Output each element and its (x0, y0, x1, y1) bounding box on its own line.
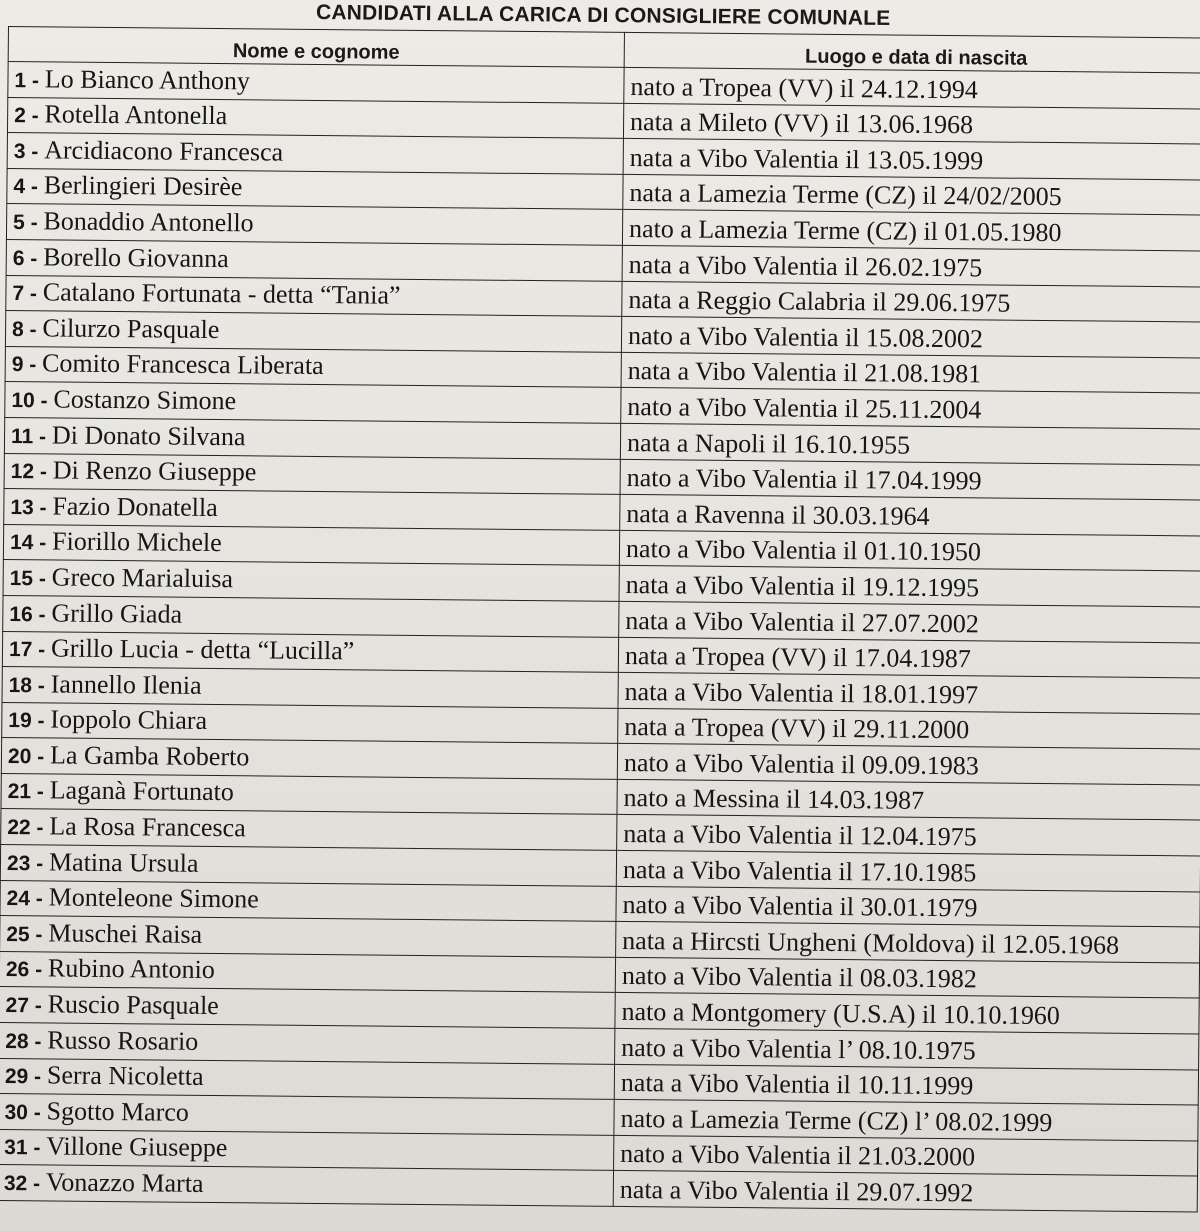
candidate-number: 13 (10, 495, 34, 519)
candidate-name: Russo Rosario (47, 1025, 199, 1056)
candidate-birth-info: nato a Vibo Valentia l’ 08.10.1975 (615, 1028, 1199, 1069)
candidate-birth-info: nato a Vibo Valentia il 21.03.2000 (614, 1135, 1198, 1176)
number-separator: - (31, 673, 51, 698)
column-header-birth: Luogo e data di nascita (624, 32, 1200, 73)
candidate-name-cell (6, 239, 622, 281)
candidate-name: La Rosa Francesca (49, 811, 246, 843)
candidate-name-cell (5, 346, 621, 388)
candidate-number: 24 (6, 887, 31, 911)
candidate-birth-info: nata a Tropea (VV) il 17.04.1987 (618, 637, 1200, 678)
candidate-name: Lo Bianco Anthony (44, 63, 251, 95)
candidate-name: Grillo Lucia - detta “Lucilla” (50, 633, 355, 666)
candidate-number: 27 (5, 994, 30, 1018)
candidate-name-cell (1, 738, 617, 780)
number-separator: - (34, 389, 54, 413)
candidate-name-cell (6, 275, 622, 317)
candidate-number: 25 (6, 922, 30, 947)
candidate-birth-info: nato a Tropea (VV) il 24.12.1994 (624, 67, 1200, 108)
candidate-name-cell (3, 524, 619, 566)
candidate-name-cell (0, 951, 616, 993)
candidate-birth-info: nata a Vibo Valentia il 10.11.1999 (614, 1064, 1198, 1105)
candidate-number: 18 (8, 673, 33, 697)
candidate-name: Ioppolo Chiara (50, 704, 208, 736)
number-separator: - (33, 424, 53, 448)
number-separator: - (33, 460, 53, 484)
candidate-name: Bonaddio Antonello (43, 206, 254, 238)
candidate-birth-info: nata a Vibo Valentia il 26.02.1975 (622, 245, 1200, 286)
candidate-number: 10 (11, 388, 35, 413)
number-separator: - (27, 1136, 47, 1160)
candidate-number: 15 (9, 566, 34, 591)
candidate-birth-info: nata a Reggio Calabria il 29.06.1975 (622, 281, 1200, 322)
candidate-name: Rubino Antonio (47, 953, 215, 985)
candidate-number: 3 (13, 139, 26, 163)
candidate-name: Borello Giovanna (43, 241, 229, 273)
candidate-name: Ruscio Pasquale (47, 989, 219, 1021)
candidate-birth-info: nata a Napoli il 16.10.1955 (620, 423, 1200, 464)
candidate-name: Villone Giuseppe (46, 1131, 228, 1163)
candidate-number: 20 (7, 744, 32, 769)
candidate-name-cell (1, 773, 617, 815)
candidate-birth-info: nato a Montgomery (U.S.A) il 10.10.1960 (615, 993, 1199, 1034)
number-separator: - (32, 602, 52, 626)
candidate-name-cell (0, 987, 615, 1029)
number-separator: - (25, 175, 44, 199)
candidate-name: Di Renzo Giuseppe (52, 455, 257, 487)
candidate-name: Grillo Giada (51, 597, 183, 629)
number-separator: - (28, 1065, 48, 1089)
number-separator: - (29, 923, 49, 947)
candidate-birth-info: nato a Vibo Valentia il 30.01.1979 (616, 886, 1200, 927)
candidate-name: Vonazzo Marta (45, 1167, 204, 1198)
candidate-name: Catalano Fortunata - detta “Tania” (42, 277, 401, 310)
number-separator: - (33, 531, 53, 555)
candidate-birth-info: nata a Ravenna il 30.03.1964 (620, 495, 1200, 536)
candidate-name-cell (0, 1022, 615, 1064)
candidate-number: 5 (13, 211, 25, 235)
candidate-name: Cilurzo Pasquale (42, 313, 220, 344)
candidate-name: Muschei Raisa (48, 918, 203, 949)
candidate-birth-info: nata a Vibo Valentia il 18.01.1997 (618, 672, 1200, 713)
candidate-name-cell (3, 595, 619, 637)
candidate-number: 28 (5, 1029, 29, 1053)
candidate-number: 21 (7, 780, 32, 804)
candidate-name-cell (8, 62, 624, 104)
candidate-number: 1 (14, 68, 27, 92)
candidate-name: Matina Ursula (48, 847, 199, 878)
candidate-number: 14 (9, 531, 34, 555)
candidate-number: 9 (11, 353, 24, 377)
candidate-number: 23 (6, 851, 31, 875)
candidate-birth-info: nato a Vibo Valentia il 17.04.1999 (620, 459, 1200, 500)
number-separator: - (26, 68, 45, 92)
candidate-name-cell (3, 560, 619, 602)
candidate-name-cell (2, 667, 618, 709)
candidate-name-cell (6, 204, 622, 246)
candidate-name: Arcidiacono Francesca (44, 135, 284, 167)
candidate-name: Berlingieri Desirèe (43, 170, 243, 202)
candidate-name-cell (4, 417, 620, 459)
candidate-birth-info: nata a Hircsti Ungheni (Moldova) il 12.05.1968 (616, 922, 1200, 963)
candidate-birth-info: nata a Vibo Valentia il 19.12.1995 (619, 566, 1200, 607)
candidate-birth-info: nato a Lamezia Terme (CZ) l’ 08.02.1999 (614, 1100, 1198, 1141)
candidate-name-cell (0, 1129, 614, 1171)
candidate-birth-info: nato a Vibo Valentia il 08.03.1982 (615, 957, 1199, 998)
candidate-name-cell (2, 702, 618, 744)
candidate-name: La Gamba Roberto (49, 740, 250, 772)
candidate-number: 8 (11, 317, 24, 341)
candidate-number: 30 (4, 1100, 29, 1125)
candidate-name-cell (0, 1058, 615, 1100)
candidate-name: Fiorillo Michele (51, 526, 222, 558)
candidate-name: Costanzo Simone (53, 384, 237, 416)
candidate-name: Serra Nicoletta (46, 1060, 204, 1092)
candidate-name-cell (4, 489, 620, 531)
candidate-name-cell (0, 845, 616, 887)
number-separator: - (33, 495, 53, 520)
number-separator: - (24, 211, 44, 235)
candidate-number: 12 (10, 460, 35, 484)
number-separator: - (24, 246, 44, 270)
candidate-birth-info: nata a Vibo Valentia il 12.04.1975 (617, 815, 1200, 856)
candidates-table-body (0, 62, 1200, 1212)
number-separator: - (24, 282, 43, 306)
candidate-number: 16 (9, 602, 33, 626)
candidate-birth-info: nata a Vibo Valentia il 27.07.2002 (619, 601, 1200, 642)
number-separator: - (29, 887, 49, 911)
candidate-name-cell (5, 382, 621, 424)
candidate-birth-info: nata a Vibo Valentia il 13.05.1999 (623, 139, 1200, 180)
candidate-name-cell (2, 631, 618, 673)
number-separator: - (30, 816, 50, 840)
number-separator: - (28, 994, 48, 1018)
candidate-name-cell (0, 1165, 614, 1207)
candidate-number: 11 (10, 424, 34, 448)
candidate-number: 26 (5, 958, 30, 982)
number-separator: - (30, 851, 50, 876)
candidate-birth-info: nata a Tropea (VV) il 29.11.2000 (618, 708, 1200, 749)
candidate-birth-info: nata a Vibo Valentia il 17.10.1985 (616, 850, 1200, 891)
candidate-birth-info: nato a Vibo Valentia il 25.11.2004 (621, 388, 1200, 429)
candidate-name: Di Donato Silvana (51, 419, 246, 451)
candidate-name-cell (7, 168, 623, 210)
candidates-table (0, 26, 1200, 1212)
number-separator: - (30, 780, 50, 804)
candidate-birth-info: nata a Lamezia Terme (CZ) il 24/02/2005 (623, 174, 1200, 215)
candidate-name-cell (5, 311, 621, 353)
number-separator: - (28, 1029, 48, 1054)
candidate-number: 6 (12, 246, 25, 270)
candidate-number: 32 (3, 1172, 28, 1196)
candidate-number: 7 (12, 282, 25, 306)
column-header-name: Nome e cognome (8, 27, 624, 68)
candidate-number: 29 (4, 1065, 29, 1089)
candidate-number: 4 (13, 175, 26, 199)
candidate-birth-info: nato a Lamezia Terme (CZ) il 01.05.1980 (622, 210, 1200, 251)
document-title: CANDIDATI ALLA CARICA DI CONSIGLIERE COMUNALE (315, 0, 891, 31)
candidate-name: Comito Francesca Liberata (41, 348, 324, 381)
candidate-name: Fazio Donatella (52, 491, 218, 522)
candidate-number: 31 (4, 1136, 28, 1160)
candidates-table-wrapper (0, 26, 1200, 1212)
candidate-name-cell (7, 133, 623, 175)
candidate-birth-info: nato a Vibo Valentia il 09.09.1983 (617, 744, 1200, 785)
candidate-birth-info: nato a Vibo Valentia il 01.10.1950 (619, 530, 1200, 571)
number-separator: - (32, 638, 52, 662)
candidate-number: 2 (14, 104, 26, 128)
candidate-birth-info: nata a Mileto (VV) il 13.06.1968 (623, 103, 1200, 144)
number-separator: - (25, 139, 45, 164)
number-separator: - (27, 1101, 47, 1125)
candidate-name: Rotella Antonella (44, 99, 228, 131)
candidate-name-cell (0, 916, 616, 958)
number-separator: - (31, 709, 51, 733)
candidate-number: 17 (8, 638, 33, 662)
number-separator: - (23, 317, 43, 342)
candidate-birth-info: nata a Vibo Valentia il 21.08.1981 (621, 352, 1200, 393)
number-separator: - (27, 1172, 47, 1196)
candidate-name-cell (7, 97, 623, 139)
candidate-name-cell (4, 453, 620, 495)
candidate-name-cell (1, 809, 617, 851)
number-separator: - (29, 958, 49, 982)
candidate-name-cell (0, 1094, 614, 1136)
candidate-birth-info: nata a Vibo Valentia il 29.07.1992 (613, 1171, 1197, 1212)
candidate-name: Greco Marialuisa (51, 562, 234, 594)
candidate-name: Sgotto Marco (46, 1096, 190, 1127)
number-separator: - (23, 353, 43, 377)
candidate-name-cell (0, 880, 616, 922)
number-separator: - (31, 745, 51, 769)
number-separator: - (32, 567, 52, 591)
candidate-name: Monteleone Simone (48, 882, 259, 914)
candidate-birth-info: nato a Vibo Valentia il 15.08.2002 (621, 317, 1200, 358)
candidate-birth-info: nato a Messina il 14.03.1987 (617, 779, 1200, 820)
candidate-number: 22 (7, 816, 31, 840)
candidate-number: 19 (8, 709, 32, 733)
number-separator: - (25, 104, 45, 128)
candidate-name: Laganà Fortunato (49, 775, 234, 807)
candidate-name: Iannello Ilenia (50, 669, 202, 700)
